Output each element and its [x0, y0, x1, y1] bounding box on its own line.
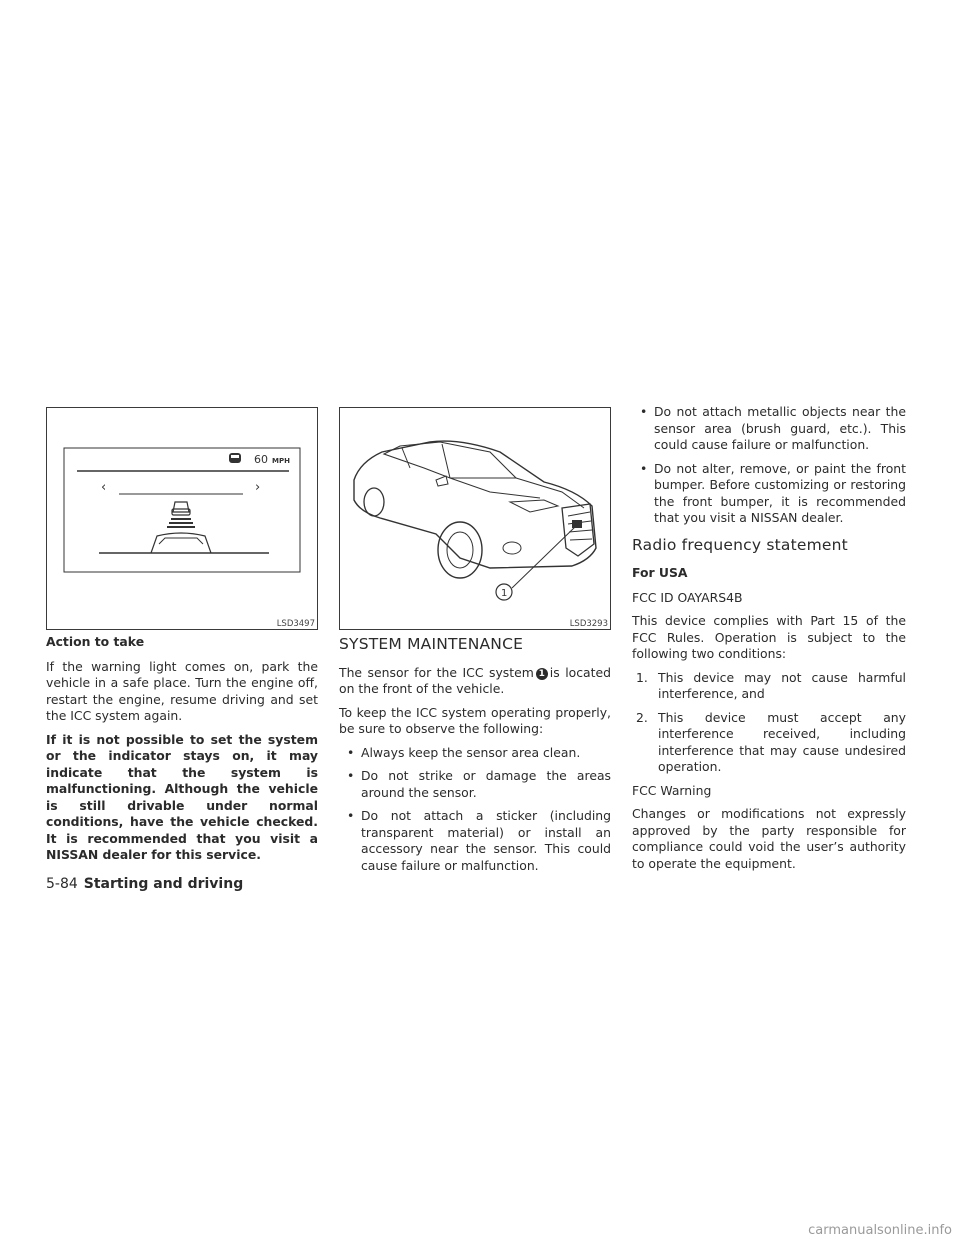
fcc-warning-label: FCC Warning	[632, 782, 712, 798]
callout-1-inline: 1	[536, 668, 548, 680]
page-number: 5-84	[46, 876, 78, 892]
chevron-right-icon: ›	[255, 480, 261, 495]
system-maintenance-title: SYSTEM MAINTENANCE	[339, 635, 524, 653]
fcc-warning-paragraph: Changes or modifications not expressly approved by the party responsible for compliance could void the user’s authority to operate the equipment.	[632, 806, 906, 871]
callout-1-label: 1	[501, 588, 508, 599]
radio-frequency-title: Radio frequency statement	[632, 535, 848, 554]
list-item: • Do not alter, remove, or paint the front bumper. Before customizing or restoring the front bumper, it is recommended that you visit a NISSAN dealer.	[640, 460, 906, 525]
set-speed-value: 60	[254, 453, 268, 466]
page-footer	[46, 876, 243, 892]
compliance-paragraph: This device complies with Part 15 of the FCC Rules. Operation is subject to the following two conditions:	[632, 613, 906, 661]
chevron-left-icon: ‹	[101, 480, 107, 495]
conditions-list	[632, 670, 906, 776]
sensor-intro-text: The sensor for the ICC system	[339, 664, 534, 680]
list-item: • Do not attach metallic objects near the sensor area (brush guard, etc.). This could cause failure or malfunction.	[640, 404, 906, 452]
meter-display-illustration	[47, 408, 317, 629]
own-vehicle-icon	[151, 533, 211, 553]
chapter-title: Starting and driving	[83, 876, 244, 892]
malfunction-paragraph: If it is not possible to set the system or the indicator stays on, it may indicate that the system is malfunctioning. Although the vehicle is still drivable under normal conditions, have the vehicle checked. It is recommended that you visit a NISSAN dealer for this service.	[46, 731, 318, 862]
figure-code-lsd3497: LSD3497	[276, 619, 315, 629]
action-paragraph: If the warning light comes on, park the vehicle in a safe place. Turn the engine off, restart the engine, resume driving and set the ICC system again.	[46, 658, 318, 723]
lead-vehicle-icon	[172, 502, 190, 515]
fcc-id: FCC ID OAYARS4B	[632, 589, 743, 605]
maintenance-list-continued	[632, 404, 906, 527]
for-usa-heading: For USA	[632, 565, 688, 580]
icc-vehicle-icon	[229, 453, 241, 463]
sensor-intro-rest: is located on the front of the vehicle.	[339, 664, 611, 696]
observe-paragraph: To keep the ICC system operating properly, be sure to observe the following:	[339, 704, 611, 736]
right-column	[632, 404, 906, 879]
middle-column	[339, 636, 611, 881]
grille-sensor-area	[562, 504, 594, 556]
left-column	[46, 634, 318, 871]
figure-code-lsd3293: LSD3293	[569, 619, 608, 629]
list-item: 2. This device must accept any interference received, including interference that may cause undesired operation.	[636, 709, 906, 774]
watermark: carmanualsonline.info	[808, 1223, 952, 1238]
figure-meter-display	[46, 407, 318, 630]
action-heading: Action to take	[46, 634, 145, 649]
list-item: • Do not attach a sticker (including transparent material) or install an accessory near the sensor. This could cause failure or malfunction.	[347, 808, 611, 873]
maintenance-list	[339, 745, 611, 875]
list-item: • Do not strike or damage the areas around the sensor.	[347, 768, 611, 800]
set-speed-unit: MPH	[272, 457, 290, 465]
sensor-location-paragraph	[339, 665, 611, 698]
car-sensor-illustration	[340, 408, 610, 629]
list-item: 1. This device may not cause harmful interference, and	[636, 669, 906, 701]
figure-car-sensor	[339, 407, 611, 630]
distance-bars-icon	[167, 518, 195, 528]
list-item: • Always keep the sensor area clean.	[347, 744, 581, 760]
